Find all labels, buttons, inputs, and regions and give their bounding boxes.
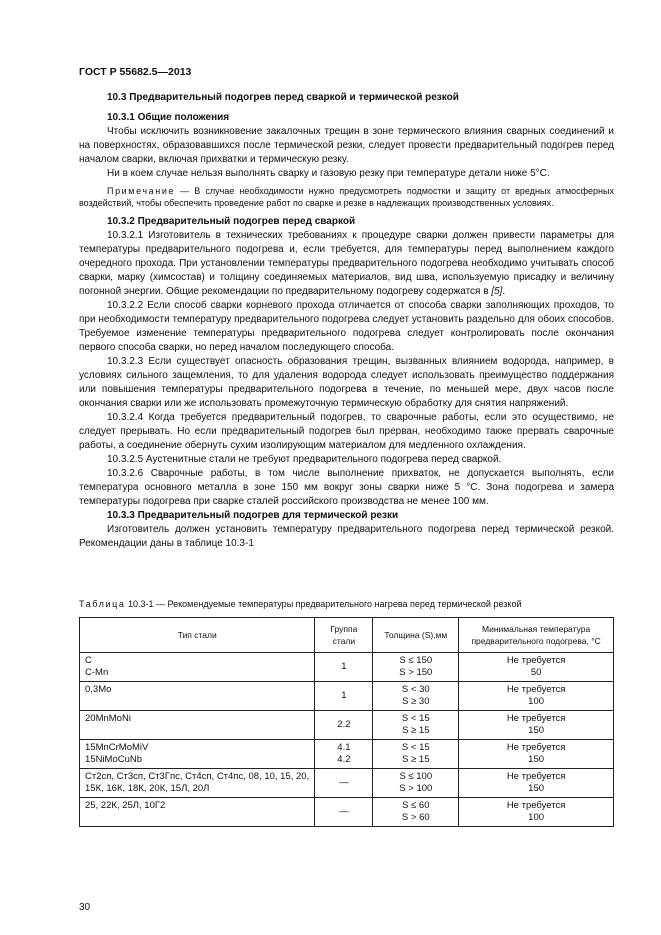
steel-cell: 20MnMoNi	[80, 711, 315, 740]
table-caption	[79, 599, 521, 609]
document-body	[79, 91, 614, 551]
temperature-cell: Не требуется 100	[459, 798, 614, 827]
steel-cell: Ст2сп, Ст3сп, Ст3Гпс, Ст4сп, Ст4пс, 08, 10, 15, 20, 15К, 16К, 18К, 20К, 15Л, 20Л	[80, 769, 315, 798]
table-caption-label: Таблица	[79, 599, 126, 609]
thickness-cell: S < 15 S ≥ 15	[373, 740, 459, 769]
table-row	[80, 653, 614, 682]
table-header-row	[80, 618, 614, 653]
group-cell: 1	[315, 653, 373, 682]
steel-cell: 25, 22К, 25Л, 10Г2	[80, 798, 315, 827]
temperature-cell: Не требуется 150	[459, 769, 614, 798]
reference: [5]	[491, 286, 503, 297]
paragraph: Ни в коем случае нельзя выполнять сварку и газовую резку при температуре детали ниже 5°С.	[107, 168, 550, 179]
table-caption-text: 10.3-1 — Рекомендуемые температуры предварительного нагрева перед термической резкой	[125, 599, 522, 609]
table-row	[80, 711, 614, 740]
paragraph: 10.3.2.6 Сварочные работы, в том числе выполнение прихваток, не допускается выполнять, если температура основного металла в зоне 150 мм вокруг зоны сварки ниже 5 °С. Зона подогрева и замера температуры подогрева при сварке сталей российского производства не менее 100 мм.	[79, 468, 614, 507]
section-10-3-heading: 10.3 Предварительный подогрев перед сваркой и термической резкой	[107, 92, 459, 103]
note-label: Примечание	[107, 186, 176, 196]
thickness-cell: S ≤ 150 S > 150	[373, 653, 459, 682]
table-row	[80, 682, 614, 711]
note	[79, 185, 614, 209]
paragraph-text: 10.3.2.1 Изготовитель в технических требованиях к процедуре сварки должен привести параметры для температуры предварительного подогрева и, если требуется, для температуры перед выполнением каждого очередного прохода. При установлении температуры предварительного подогрева необходимо учитывать способ сварки, марку (химсостав) и толщину соединяемых материалов, вид шва, используемую присадку и величину погонной энергии. Общие рекомендации по предварительному подогреву содержатся в	[79, 230, 614, 297]
group-cell: 2.2	[315, 711, 373, 740]
document-header: ГОСТ Р 55682.5—2013	[79, 66, 192, 78]
thickness-cell: S < 15 S ≥ 15	[373, 711, 459, 740]
column-header: Минимальная температура предварительного подогрева, °С	[459, 618, 614, 653]
paragraph	[79, 229, 614, 299]
temperature-cell: Не требуется 100	[459, 682, 614, 711]
temperature-cell: Не требуется 150	[459, 711, 614, 740]
table-row	[80, 798, 614, 827]
temperature-cell: Не требуется 150	[459, 740, 614, 769]
section-10-3-3-heading: 10.3.3 Предварительный подогрев для термической резки	[107, 510, 399, 521]
thickness-cell: S ≤ 60 S > 60	[373, 798, 459, 827]
temperature-cell: Не требуется 50	[459, 653, 614, 682]
paragraph: Изготовитель должен установить температуру предварительного подогрева перед термической резкой. Рекомендации даны в таблице 10.3-1	[79, 524, 614, 549]
paragraph: 10.3.2.4 Когда требуется предварительный подогрев, то сварочные работы, если это осуществимо, не следует прерывать. Но если предварительный подогрев был прерван, необходимо также прервать сварочные работы, а соединение обернуть сухим изолирующим материалом для медленного охлаждения.	[79, 412, 614, 451]
paragraph: Чтобы исключить возникновение закалочных трещин в зоне термического влияния сварных соединений и на поверхностях, образовавшихся после термической резки, следует провести предварительный подогрев перед началом сварки, включая прихватки и термическую резку.	[79, 126, 614, 165]
paragraph: 10.3.2.2 Если способ сварки корневого прохода отличается от способа сварки заполняющих проходов, то при необходимости температуру предварительного подогрева следует установить раздельно для обоих способов. Требуемое изменение температуры предварительного подогрева следует контролировать после окончания первого способа сварки, но перед началом последующего способа.	[79, 300, 614, 353]
paragraph: 10.3.2.3 Если существует опасность образования трещин, вызванных влиянием водорода, например, в условиях сильного защемления, то для удаления водорода следует использовать преимущество поддержания или повышения температуры предварительного подогрева в течение, по меньшей мере, двух часов после окончания сварки или же использовать промежуточную термическую обработку для снятия напряжений.	[79, 356, 614, 409]
column-header: Тип стали	[80, 618, 315, 653]
preheat-table	[79, 617, 614, 827]
table-row	[80, 769, 614, 798]
paragraph-end: .	[502, 286, 506, 297]
steel-cell: 0,3Mo	[80, 682, 315, 711]
group-cell: 4.1 4.2	[315, 740, 373, 769]
thickness-cell: S < 30 S ≥ 30	[373, 682, 459, 711]
steel-cell: 15MnCrMoMiV 15NiMoCuNb	[80, 740, 315, 769]
steel-cell: C C-Mn	[80, 653, 315, 682]
group-cell: —	[315, 769, 373, 798]
group-cell: —	[315, 798, 373, 827]
section-10-3-2-heading: 10.3.2 Предварительный подогрев перед сваркой	[107, 216, 356, 227]
section-10-3-1-heading: 10.3.1 Общие положения	[107, 112, 230, 123]
column-header: Группа стали	[315, 618, 373, 653]
paragraph: 10.3.2.5 Аустенитные стали не требуют предварительного подогрева перед сваркой.	[107, 454, 502, 465]
table-row	[80, 740, 614, 769]
note-text: — В случае необходимости нужно предусмотреть подмостки и защиту от вредных атмосферных воздействий, чтобы обеспечить проведение работ по сварке и резке в надлежащих производственных условиях.	[79, 186, 614, 208]
thickness-cell: S ≤ 100 S > 100	[373, 769, 459, 798]
column-header: Толщина (S),мм	[373, 618, 459, 653]
group-cell: 1	[315, 682, 373, 711]
page-number: 30	[79, 902, 91, 913]
